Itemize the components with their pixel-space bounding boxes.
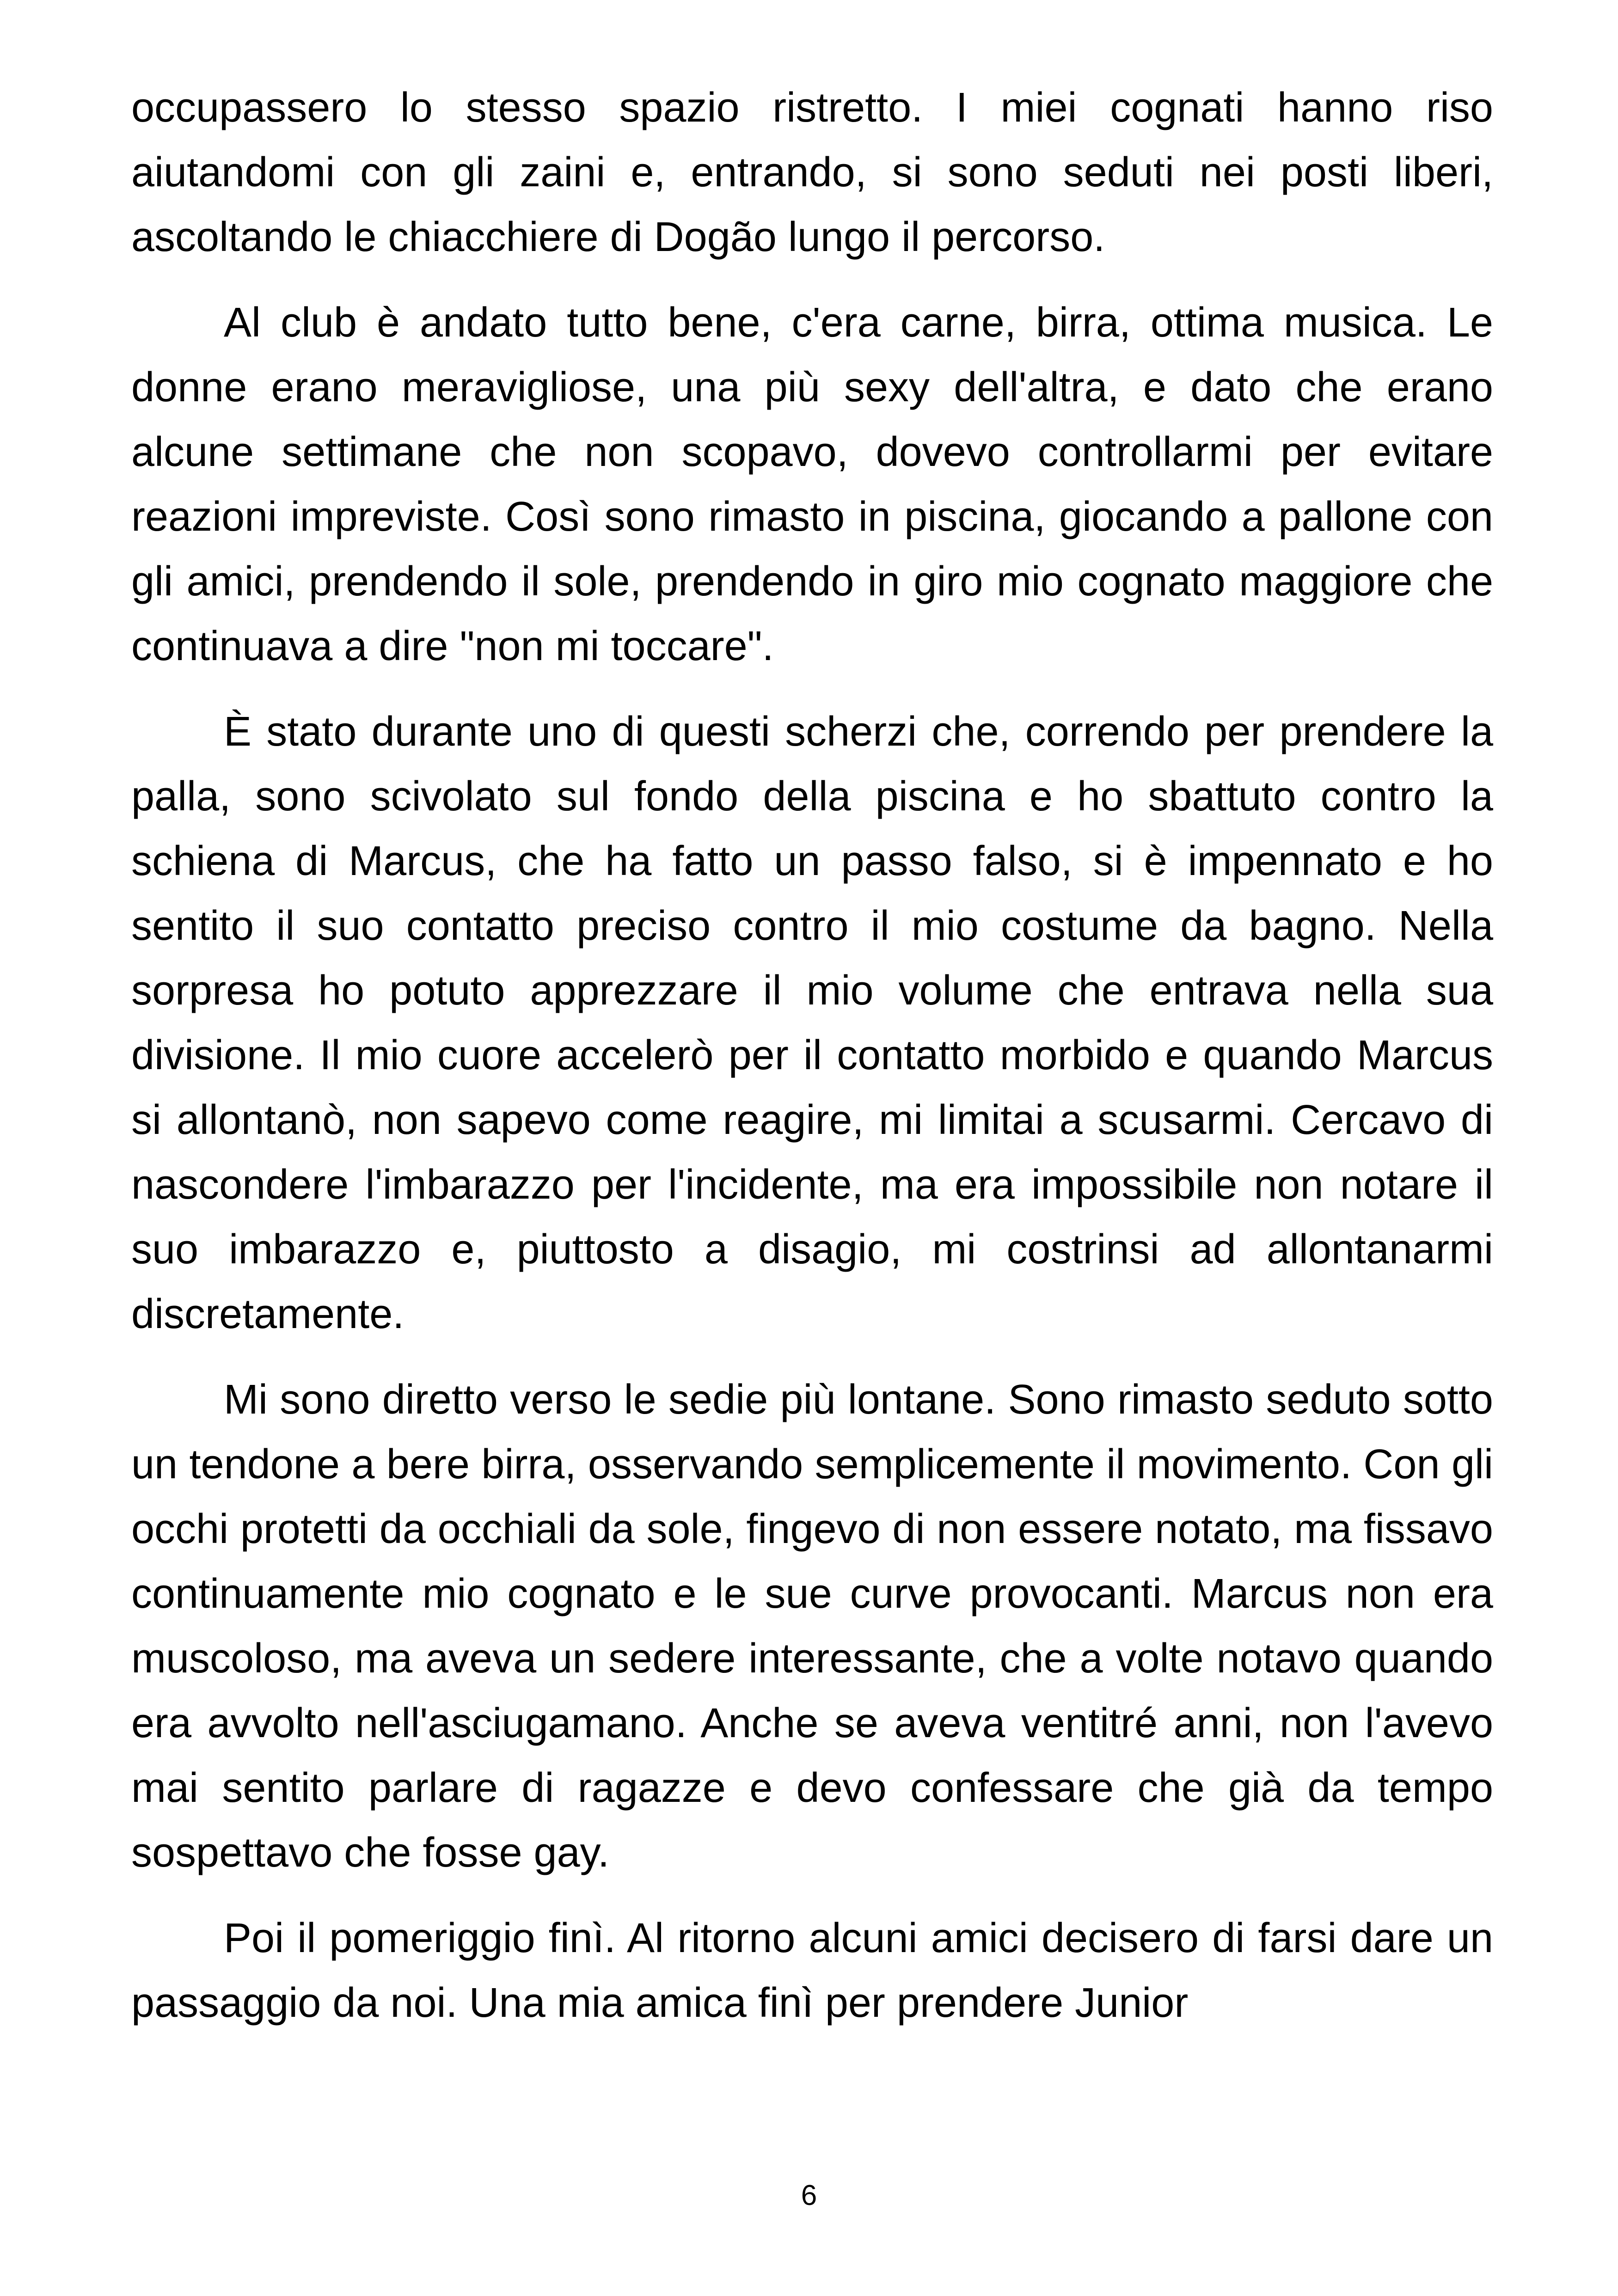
- paragraph-pool-incident: È stato durante uno di questi scherzi che, correndo per prendere la palla, sono scivolato sul fondo della piscina e ho sbattuto contro la schiena di Marcus, che ha fatto un passo falso, si è impennato e ho sentito il suo contatto preciso contro il mio costume da bagno. Nella sorpresa ho potuto apprezzare il mio volume che entrava nella sua divisione. Il mio cuore accelerò per il contatto morbido e quando Marcus si allontanò, non sapevo come reagire, mi limitai a scusarmi. Cercavo di nascondere l'imbarazzo per l'incidente, ma era impossibile non notare il suo imbarazzo e, piuttosto a disagio, mi costrinsi ad allontanarmi discretamente.: [131, 709, 1493, 1337]
- paragraph-afternoon-end: Poi il pomeriggio finì. Al ritorno alcuni amici decisero di farsi dare un passaggio da noi. Una mia amica finì per prendere Junior: [131, 1915, 1493, 2026]
- paragraph-chairs: Mi sono diretto verso le sedie più lontane. Sono rimasto seduto sotto un tendone a bere birra, osservando semplicemente il movimento. Con gli occhi protetti da occhiali da sole, fingevo di non essere notato, ma fissavo continuamente mio cognato e le sue curve provocanti. Marcus non era muscoloso, ma aveva un sedere interessante, che a volte notavo quando era avvolto nell'asciugamano. Anche se aveva ventitré anni, non l'avevo mai sentito parlare di ragazze e devo confessare che già da tempo sospettavo che fosse gay.: [131, 1377, 1493, 1876]
- body-text: [131, 75, 1493, 2056]
- paragraph-continuation: occupassero lo stesso spazio ristretto. I miei cognati hanno riso aiutandomi con gli zaini e, entrando, si sono seduti nei posti liberi, ascoltando le chiacchiere di Dogão lungo il percorso.: [131, 85, 1493, 260]
- page-number: 6: [801, 2180, 817, 2211]
- paragraph-club: Al club è andato tutto bene, c'era carne, birra, ottima musica. Le donne erano meravigliose, una più sexy dell'altra, e dato che erano alcune settimane che non scopavo, dovevo controllarmi per evitare reazioni impreviste. Così sono rimasto in piscina, giocando a pallone con gli amici, prendendo il sole, prendendo in giro mio cognato maggiore che continuava a dire "non mi toccare".: [131, 300, 1493, 669]
